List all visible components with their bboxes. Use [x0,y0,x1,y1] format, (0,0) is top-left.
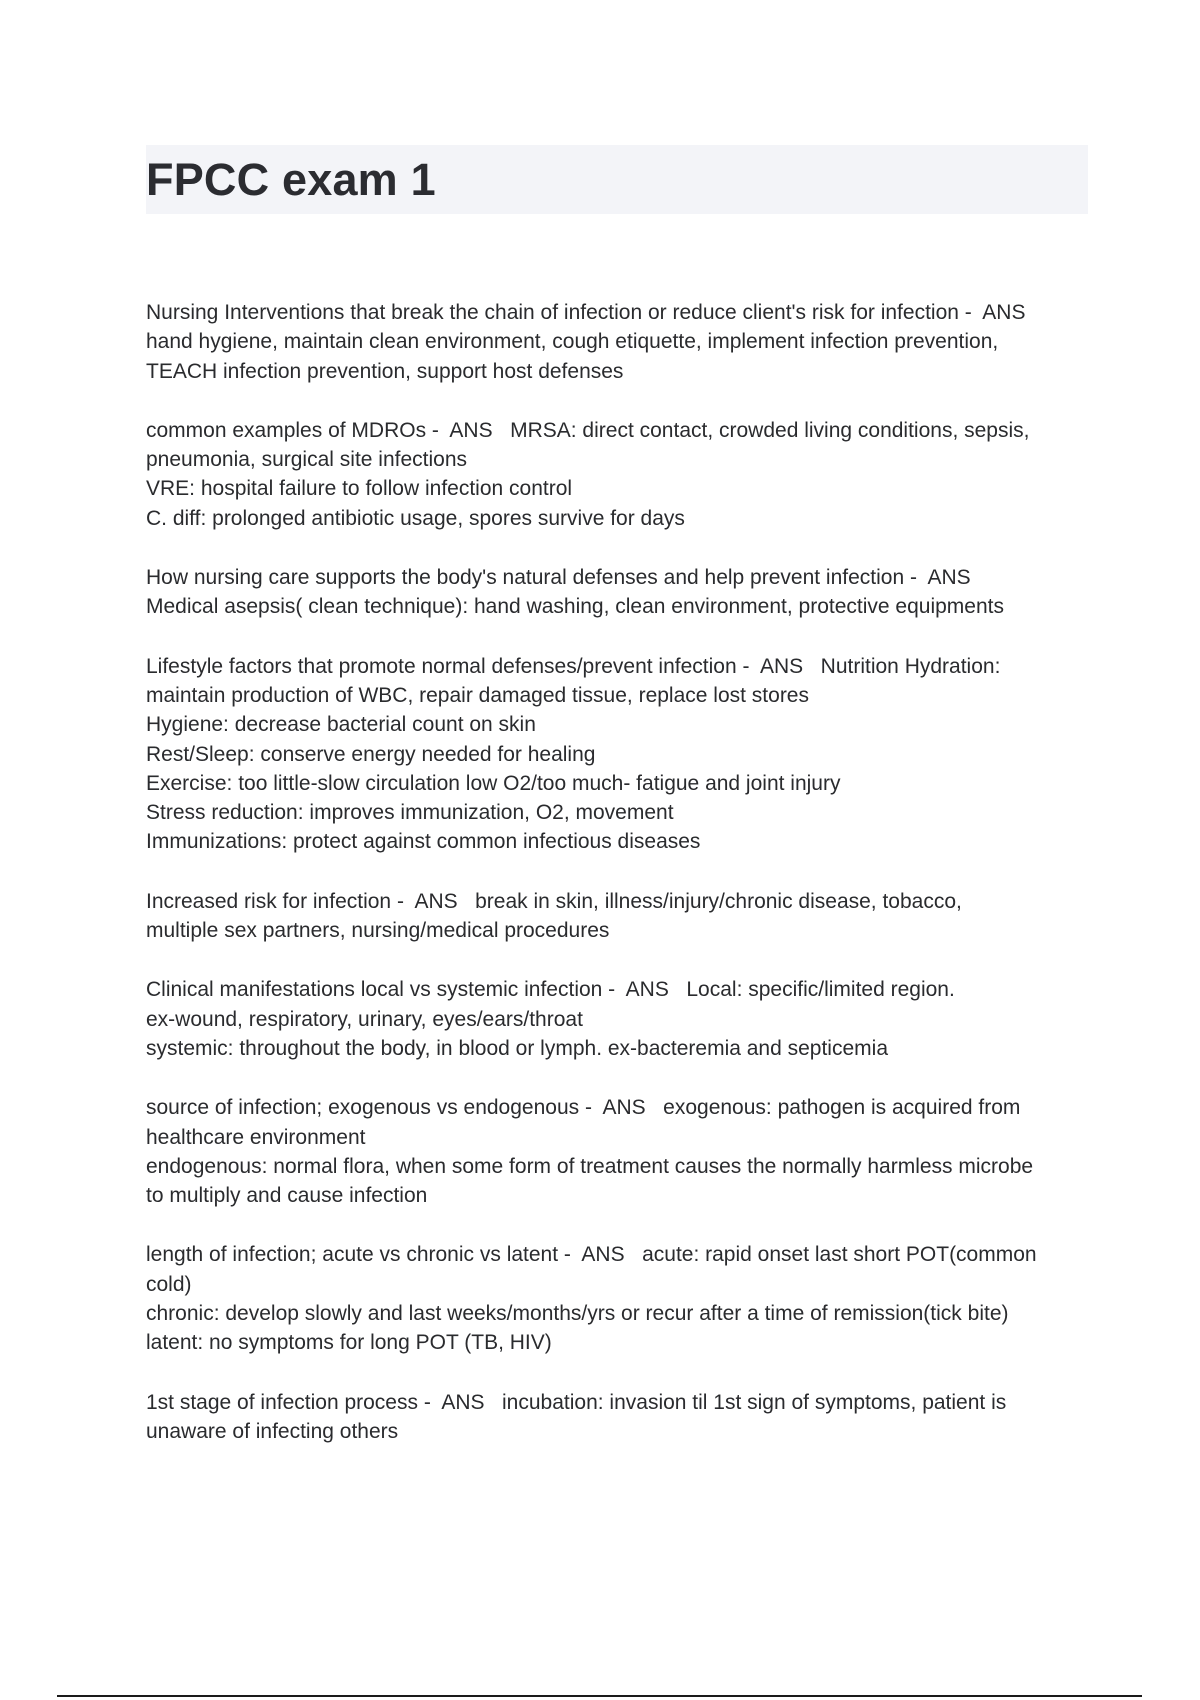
text-line: cold) [146,1272,192,1296]
text-line: Medical asepsis( clean technique): hand washing, clean environment, protective equipments [146,595,1004,619]
qa-entry-mdros [146,416,1096,533]
qa-entry-increased-risk [146,887,1096,946]
text-line: Nursing Interventions that break the chain of infection or reduce client's risk for infection - ANS [146,301,1026,324]
qa-entry-clinical-manifestations [146,975,1096,1063]
qa-entry-source-of-infection [146,1093,1096,1210]
qa-entry-first-stage [146,1388,1096,1447]
qa-entry-length-of-infection [146,1240,1096,1357]
text-line: systemic: throughout the body, in blood or lymph. ex-bacteremia and septicemia [146,1036,888,1060]
text-line: chronic: develop slowly and last weeks/months/yrs or recur after a time of remission(tick bite) [146,1302,1009,1326]
text-line: Immunizations: protect against common infectious diseases [146,830,701,854]
text-line: Lifestyle factors that promote normal defenses/prevent infection - ANS Nutrition Hydration: [146,654,1001,678]
text-line: ex-wound, respiratory, urinary, eyes/ears/throat [146,1007,583,1031]
text-line: Clinical manifestations local vs systemic infection - ANS Local: specific/limited region. [146,978,955,1002]
text-line: 1st stage of infection process - ANS incubation: invasion til 1st sign of symptoms, patient is [146,1390,1007,1414]
text-line: Stress reduction: improves immunization, O2, movement [146,801,674,825]
text-line: unaware of infecting others [146,1419,399,1443]
title-band [146,145,1088,214]
text-line: source of infection; exogenous vs endogenous - ANS exogenous: pathogen is acquired from [146,1096,1021,1120]
footer-divider [57,1695,1142,1697]
text-line: hand hygiene, maintain clean environment, cough etiquette, implement infection prevention, [146,330,999,354]
qa-entry-lifestyle-factors [146,652,1096,857]
text-line: length of infection; acute vs chronic vs latent - ANS acute: rapid onset last short POT(common [146,1243,1037,1267]
text-line: multiple sex partners, nursing/medical procedures [146,919,610,943]
text-line: to multiply and cause infection [146,1184,428,1208]
document-body [146,298,1096,1476]
document-title: FPCC exam 1 [146,154,436,205]
text-line: Rest/Sleep: conserve energy needed for healing [146,742,596,766]
text-line: How nursing care supports the body's natural defenses and help prevent infection - ANS [146,566,971,590]
text-line: Exercise: too little-slow circulation low O2/too much- fatigue and joint injury [146,771,841,795]
text-line: Hygiene: decrease bacterial count on skin [146,713,536,737]
text-line: Increased risk for infection - ANS break in skin, illness/injury/chronic disease, tobacco, [146,889,962,913]
text-line: common examples of MDROs - ANS MRSA: direct contact, crowded living conditions, sepsis, [146,418,1030,442]
text-line: C. diff: prolonged antibiotic usage, spores survive for days [146,506,685,530]
text-line: healthcare environment [146,1125,366,1149]
qa-entry-natural-defenses [146,563,1096,622]
text-line: TEACH infection prevention, support host defenses [146,359,624,383]
text-line: endogenous: normal flora, when some form of treatment causes the normally harmless microbe [146,1154,1034,1178]
text-line: maintain production of WBC, repair damaged tissue, replace lost stores [146,683,809,707]
text-line: latent: no symptoms for long POT (TB, HIV) [146,1331,552,1355]
qa-entry-chain-of-infection [146,298,1096,386]
text-line: pneumonia, surgical site infections [146,448,468,472]
text-line: VRE: hospital failure to follow infection control [146,477,573,501]
